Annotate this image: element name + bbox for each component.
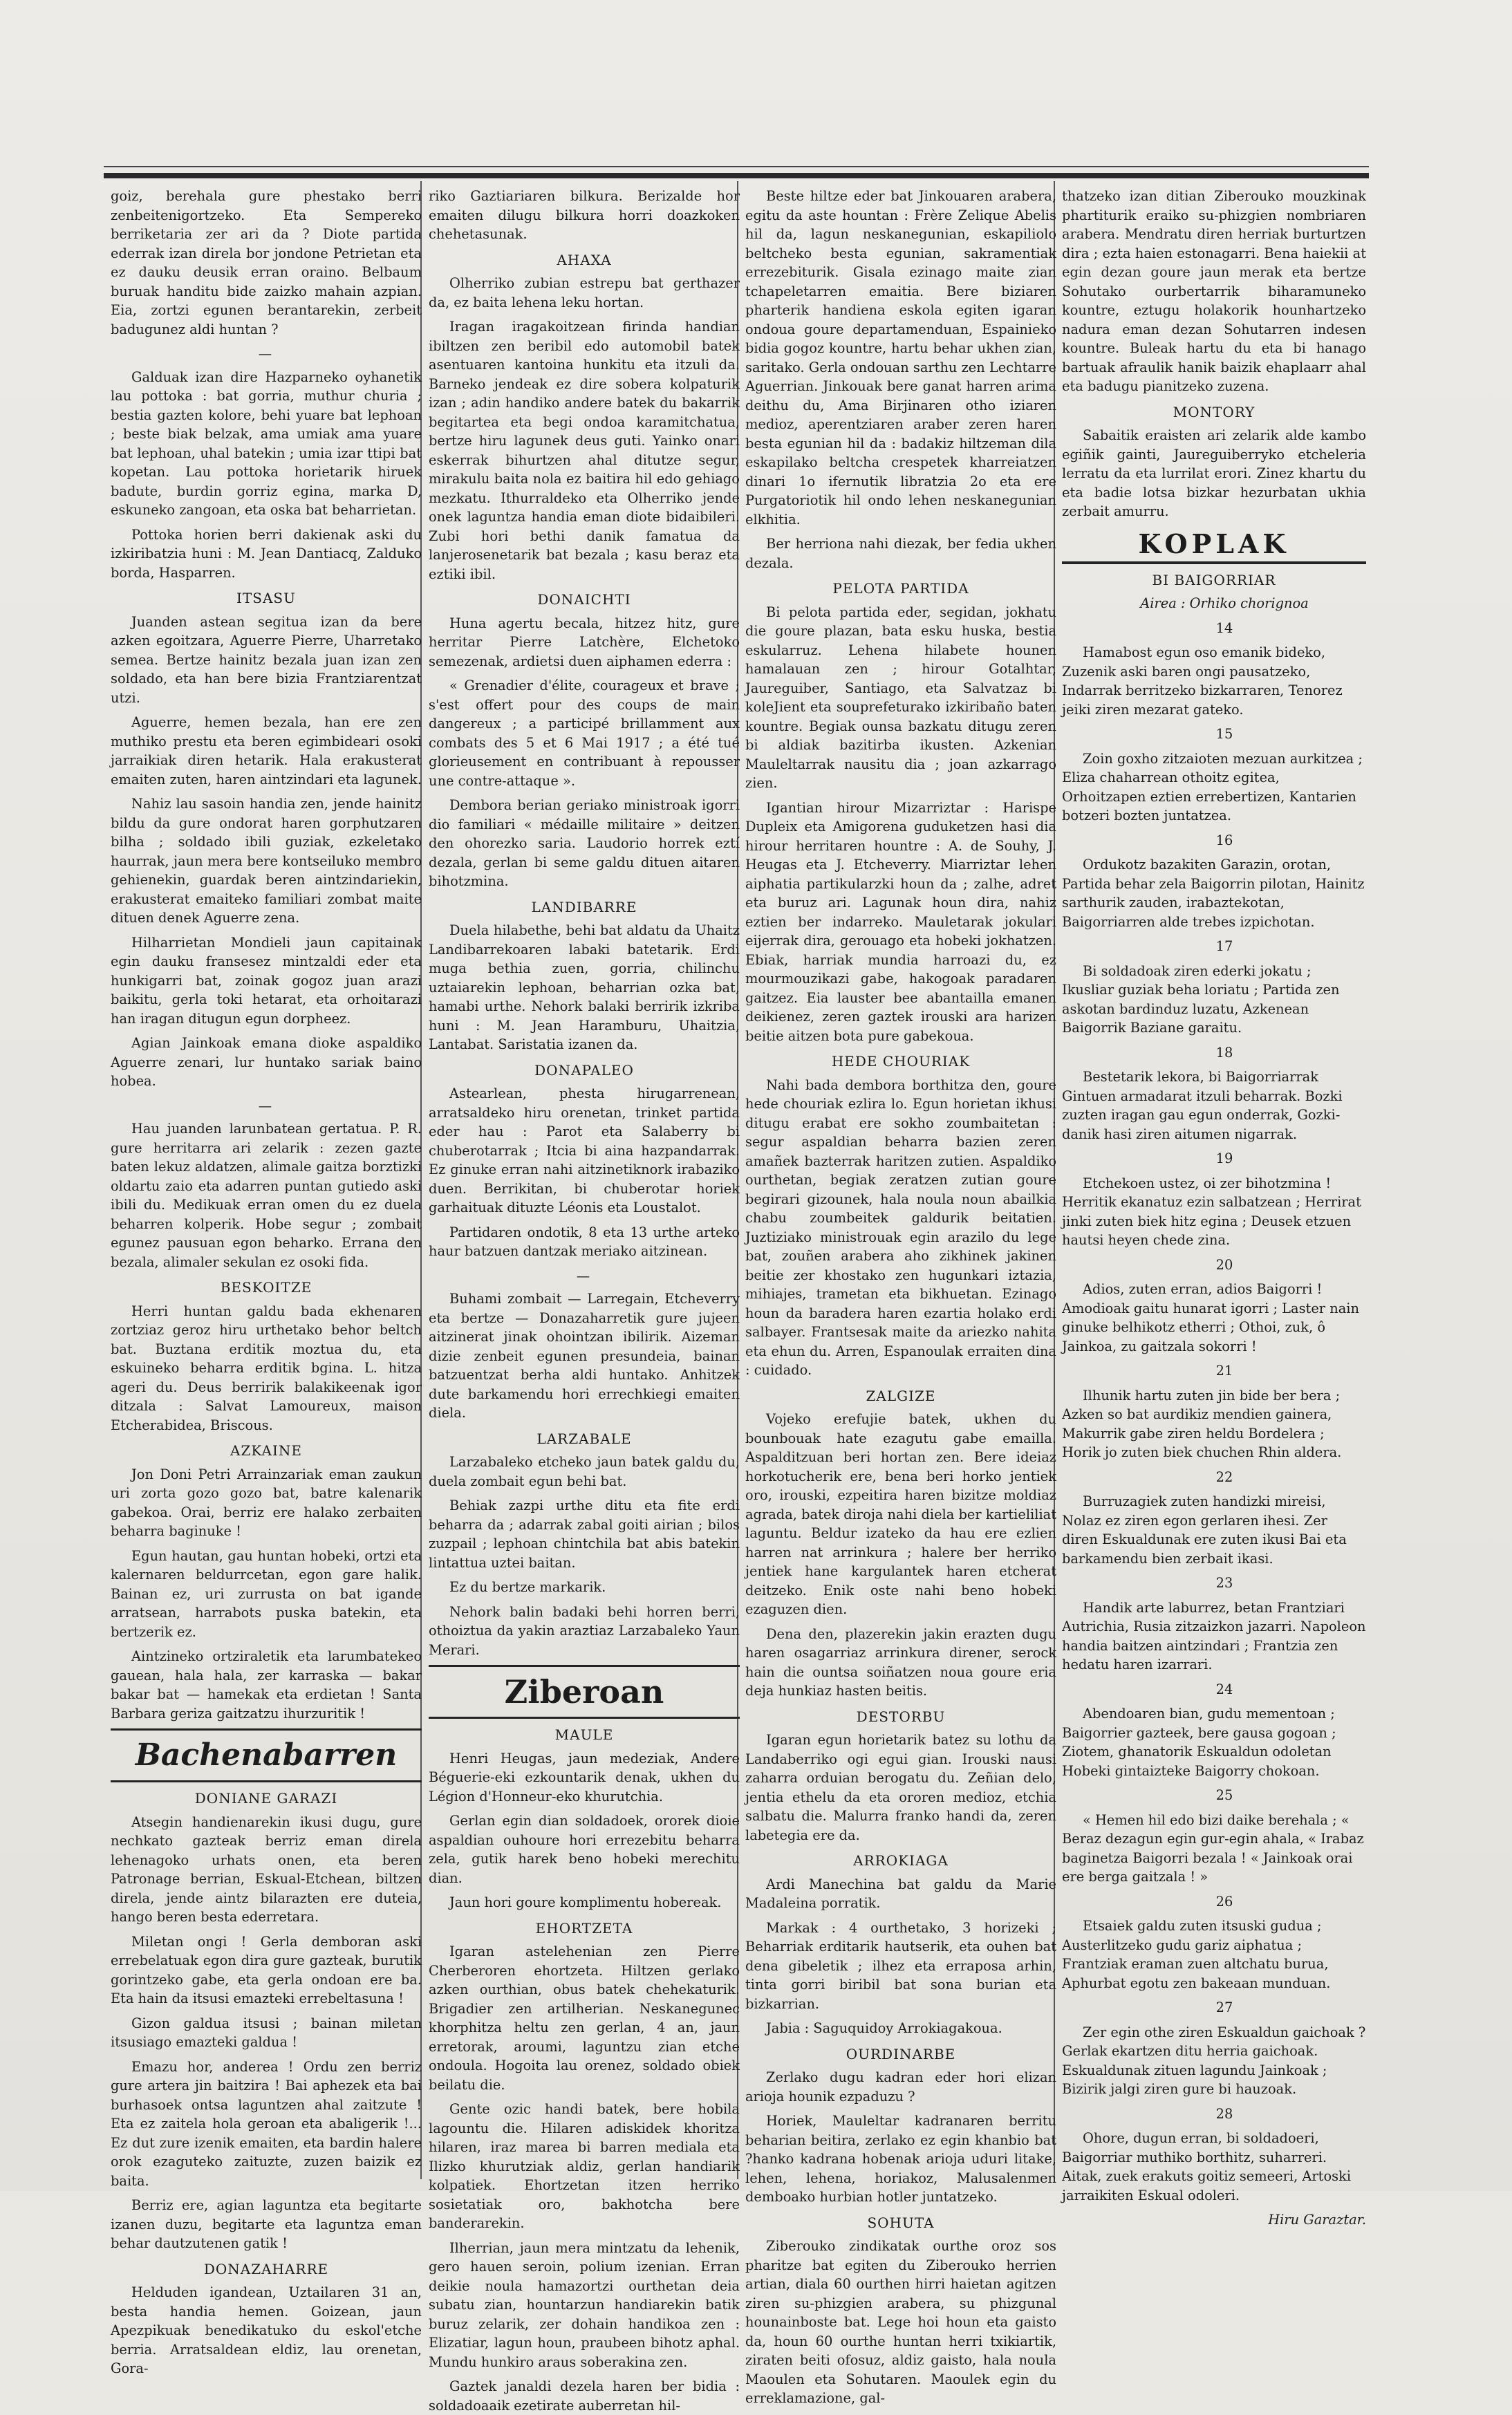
verse: Adios, zuten erran, adios Baigorri ! Amodioak gaitu hunarat igorri ; Laster nain ginuke belhikotz etherri ; Othoi, zuk, ô Jainkoa, zu gaitzala sokorri ! [1062,1281,1359,1354]
paragraph: Markak : 4 ourthetako, 3 horizeki ; Beharriak erditarik hautserik, eta ouhen bat dena gibeletik ; ilhez eta erraposa arhin, tinta gorri biribil bat sona burian eta bizkarrian. [745,1919,1056,2012]
verse-number: 21 [1215,1363,1233,1379]
paragraph: Emazu hor, anderea ! Ordu zen berriz gure artera jin baitzira ! Bai aphezek eta bai burhasoek ontsa laguntzen ahal zaitzute ! Eta ez zaitela hola geroan eta abaligerik !... Ez dut zure izenik emaiten, eta bardin halere orok ezaguteko zaituzte, zuzen baizik ez baita. [111,2058,422,2189]
paragraph: Igaran egun horietarik batez su lothu da Landaberriko ogi egui gian. Irouski nausi zaharra orduian berogatu du. Zeñian delo, jentia ethelu da eta ororen medioz, etchia salbatu die. Malurra franko handi da, zeren labetegia ere da. [745,1732,1056,1843]
verse-number: 27 [1215,1999,1233,2015]
section-heading-montory: MONTORY [1173,403,1256,420]
paragraph: Sabaitik eraisten ari zelarik alde kambo egiñik gainti, Jaureguiberryko etcheleria lerratu da eta lurrilat erori. Zinez khartu du eta badie lotsa bizkar hezurbatan ukhia zerbait amurru. [1062,427,1366,519]
verse-number: 23 [1215,1575,1233,1591]
paragraph: Igaran astelehenian zen Pierre Cherberoren ehortzeta. Hiltzen gerlako azken ourthian, obus batek chehekaturik. Brigadier zen artilherian. Neskanegunec khorphitza heltu zen gerlan, 4 an, jaun erretorak, aroumi, laguntzu zian etche ondoula. Hogoita lau orenez, soldado obiek beilatu die. [429,1943,740,2093]
paragraph: Dembora berian geriako ministroak igorri dio familiari « médaille militaire » deitzen den ohorezko saria. Laudorio horrek eztí dezala, gerlan bi seme galdu dituen aitaren bihotzmina. [429,797,740,889]
paragraph: riko Gaztiariaren bilkura. Berizalde hor emaiten dilugu bilkura horri doazkoken chehetasunak. [429,188,740,242]
paragraph: Behiak zazpi urthe ditu eta fite erdi beharra da ; adarrak zabal goiti airian ; bilos zuzpail ; lephoan chintchila bat abis batekin lintattua uztei baitan. [429,1498,740,1571]
section-heading-donaichti: DONAICHTI [537,591,631,608]
paragraph: Henri Heugas, jaun medeziak, Andere Béguerie-eki ezkountarik denak, ukhen du Légion d'Honneur-eko khurutchia. [429,1750,740,1805]
verse: Zoin goxho zitzaioten mezuan aurkitzea ; Eliza chaharrean othoitz egitea, Orhoitzapen eztien errebertizen, Kantarien botzeri bozten juntatzea. [1062,750,1363,823]
paragraph: Egun hautan, gau huntan hobeki, ortzi eta kalernaren beldurrcetan, egon gare halik. Bainan ez, uri zurrusta on bat igande arratsean, harrabots puska batekin, eta bertzerik ez. [111,1547,422,1640]
verse-number: 22 [1215,1468,1233,1485]
section-heading-ahaxa: AHAXA [557,251,612,268]
verse-number: 26 [1215,1893,1233,1910]
verse: Zer egin othe ziren Eskualdun gaichoak ? Gerlak ekartzen ditu herria gaichoak. Eskualdunak zituen lagundu Jainkoak ; Bizirik jalgi ziren gure bi hauzoak. [1062,2024,1366,2097]
paragraph: Igantian hirour Mizarriztar : Harispe Dupleix eta Amigorena guduketzen hasi dia hirour herritaren hountre : A. de Souhy, J. Heugas eta J. Etcheverry. Miarriztar lehen aiphatia partikularzki houn da ; zalhe, adret eta buruz ari. Lagunak houn dira, nahiz eztien ber indarreko. Mauletarak jokulari eijerrak dira, gerouago eta hobeki jokhatzen. Ebiak, harriak mundia harroazi du, ez mourmouzikazi gabe, hakogoak paradaren gaitzez. Eia lauster bee abantailla emanen deikienez, zeren gaztek irouski ara harizen beitie aitzen bota pure gabekoua. [745,799,1056,1044]
section-heading-beskoitze: BESKOITZE [220,1279,312,1296]
section-heading-itsasu: ITSASU [236,590,296,606]
section-heading-arrokiaga: ARROKIAGA [853,1852,949,1869]
verse: Abendoaren bian, gudu mementoan ; Baigorrier gazteek, bere gausa gogoan ; Ziotem, ghanatorik Eskualdun odoletan Hobeki gintaizteke Baigorry chokoan. [1062,1706,1336,1779]
verse-number: 19 [1215,1150,1233,1166]
paragraph: Gente ozic handi batek, bere hobila lagountu die. Hilaren adiskidek khoritza hilaren, iraz marea bi barren mediala eta Ilizko khurutziak aldiz, gerlan handiarik kolpatiek. Ehortzetan itzen herriko sosietatiak oro, bakhotcha bere banderarekin. [429,2101,740,2231]
paragraph: Hilharrietan Mondieli jaun capitainak egin dauku fransesez mintzaldi eder eta hunkigarri bat, zoinak gogoz juan arazi baikitu, gerla toki hetarat, eta orhoitarazi han iragan ditugun egun dorpheez. [111,934,422,1027]
paragraph: Ber herriona nahi diezak, ber fedia ukhen dezala. [745,536,1056,571]
verse: Handik arte laburrez, betan Frantziari Autrichia, Rusia zitzaizkon jazarri. Napoleon handia baitzen aintzindari ; Frantzia zen hedatu haren izarrari. [1062,1599,1366,1672]
paragraph: Jabia : Saguquidoy Arrokiagakoua. [766,2020,1002,2036]
paragraph: Nahiz lau sasoin handia zen, jende hainitz bildu da gure ondorat haren gorphutzaren bilha ; soldado ibili guziak, ezkeletako haurrak, jaun mera bere kontseiluko membro gehienekin, guardak beren aintzindariekin, erakusterat emaiteko familiari zombat maite dituen denek Aguerre zena. [111,796,422,926]
koplak-title: KOPLAK [1062,527,1366,564]
section-heading-ourdinarbe: OURDINARBE [846,2045,956,2062]
paragraph: Ilherrian, jaun mera mintzatu da lehenik, gero hauen seroin, polium izenian. Erran deikie noula hamazortzi ourthetan deia subatu zian, hountarzun handiarekin batik buruz zelarik, zer dohain handikoa zen : Elizatiar, lagun houn, praubeen bihotz aphal. Mundu hunkiro araus soberakina zen. [429,2239,740,2370]
paragraph: Gerlan egin dian soldadoek, ororek dioie aspaldian ouhoure hori errezebitu beharra zela, gutik harek beno hobeki merechitu dian. [429,1813,740,1886]
paragraph: Huna agertu becala, hitzez hitz, gure herritar Pierre Latchère, Elchetoko semezenak, ardietsi duen aiphamen ederra : [429,615,740,669]
verse-number: 25 [1215,1787,1233,1803]
paragraph: Herri huntan galdu bada ekhenaren zortziaz geroz hiru urthetako behor beltch bat. Buztana erditik moztua du, eta eskuineko beharra erditik bgina. L. hitza ageri du. Deus berririk balakikeenak igor ditzala : Salvat Lamoureux, maison Etcherabidea, Briscous. [111,1303,422,1433]
section-heading-larzabale: LARZABALE [536,1430,632,1447]
paragraph: goiz, berehala gure phestako berri zenbeitenigortzeko. Eta Sempereko berriketaria zer ari da ? Diote partida ederrak izan direla bor jondone Petrietan eta ez dauku deusik erran oraino. Belbaum buruak handitu bide zaizko mahain azpian. Eia, zortzi egunen berantarekin, zerbeit badugunez aldi huntan ? [111,188,422,337]
paragraph: Jon Doni Petri Arrainzariak eman zaukun uri zorta gozo gozo bat, batre kalenarik gabekoa. Orai, berriz ere halako zerbaiten beharra baginuke ! [111,1466,422,1539]
section-heading-donapaleo: DONAPALEO [534,1061,634,1079]
paragraph: Buhami zombait — Larregain, Etcheverry eta bertze — Donazaharretik gure jujeen aitzinerat jinak ohointzan ibilirik. Aizeman dizie zenbeit egunen presundeia, bainan batzuentzat berha aldi huntako. Anhitzek dute barkamendu hori errechkiegi emaiten diela. [429,1291,740,1421]
paragraph: Gaztek janaldi dezela haren ber bidia : soldadoaaik ezetirate auberretan hil- [429,2378,740,2414]
verse-number: 16 [1215,832,1233,848]
verse-number: 20 [1215,1256,1233,1273]
paragraph: Miletan ongi ! Gerla demboran aski errebelatuak egon dira gure gazteak, burutik gorintzeko gabe, eta gerla ondoan ere ba. Eta hain da itsusi emazteki errebeltasuna ! [111,1933,422,2006]
verse: Etsaiek galdu zuten itsuski gudua ; Austerlitzeko gudu gariz aiphatua ; Frantziak eraman zuen altchatu burua, Aphurbat egotu zen bakeaan munduan. [1062,1918,1331,1991]
column-4 [1062,187,1366,2228]
verse-number: 24 [1215,1681,1233,1697]
verse: Ordukotz bazakiten Garazin, orotan, Partida behar zela Baigorrin pilotan, Hainitz sarthurik zauden, irabaztekotan, Baigorriarren alde trebes izpichotan. [1062,857,1365,930]
section-heading-destorbu: DESTORBU [856,1708,946,1725]
paragraph: Astearlean, phesta hirugarrenean, arratsaldeko hiru orenetan, trinket partida eder hau : Parot eta Salaberry bi chuberotarrak ; Itcia bi aina hazpandarrak. Ez ginuke erran nahi aitzinetiknork irabaziko duen. Berrikitan, bi chuberotar horiek garhaituak dituzte Léonis eta Loustalot. [429,1085,740,1215]
section-heading-hede-chouriak: HEDE CHOURIAK [831,1053,971,1070]
paragraph: Ziberouko zindikatak ourthe oroz sos pharitze bat egiten du Ziberouko herrien artian, diala 60 ourthen hirri haietan agitzen ziren su-phizgien arabera, su phizgunal hounainboste bat. Lege hoi houn eta gaisto da, houn 60 ourthe huntan herri txikiartik, ziraten beiti ofosuz, aldiz gaisto, hala noula Maoulen eta Sohutaren. Maoulek egin du erreklamazione, gal- [745,2238,1056,2406]
paragraph: Duela hilabethe, behi bat aldatu da Uhaitz Landibarrekoaren labaki batetarik. Erdi muga bethia zuen, gorria, chilinchu uztaiarekin lephoan, beharrian ozka bat, hamabi urthe. Nehork balaki berririk izkriba huni : M. Jean Haramburu, Uhaitzia, Lantabat. Saristatia izanen da. [429,922,740,1052]
top-thin-rule [104,166,1369,167]
paragraph: Nehork balin badaki behi horren berri, othoiztua da yakin araztiaz Larzabaleko Yaun Merari. [429,1603,740,1658]
paragraph: « Grenadier d'élite, courageux et brave ; s'est offert pour des coups de main dangereux ; a participé brillamment aux combats des 5 et 6 Mai 1917 ; a été tué glorieusement en contribuant à repousser une contre-attaque ». [429,678,740,789]
paragraph: Helduden igandean, Uztailaren 31 an, besta handia hemen. Goizean, jaun Apezpikuak benedikatuko du eskol'etche berria. Arratsaldean eldiz, lau orenetan, Gora- [111,2284,422,2376]
paragraph: Gizon galdua itsusi ; bainan miletan itsusiago emazteki galdua ! [111,2015,422,2050]
verse: Ilhunik hartu zuten jin bide ber bera ; Azken so bat aurdikiz mendien gainera, Makurrik gabe ziren heldu Bordelera ; Horik jo zuten biek chuchen Rhin aldera. [1062,1387,1342,1460]
divider: — [258,1097,274,1114]
paragraph: Dena den, plazerekin jakin erazten dugu haren osagarriaz arrinkura direner, serock hain die ountsa soiñatzen noua goure eria deja hunkiaz hasten beitis. [745,1625,1056,1699]
paragraph: Agian Jainkoak emana dioke aspaldiko Aguerre zenari, lur huntako sariak baino hobea. [111,1035,422,1089]
paragraph: Pottoka horien berri dakienak aski du izkiribatzia huni : M. Jean Dantiacq, Zalduko borda, Hasparren. [111,526,422,581]
paragraph: Aintzineko ortziraletik eta larumbatekeo gauean, hala hala, zer karraska — bakar bakar bat — hamekak eta erdietan ! Santa Barbara geriza gaitzatzu ihurzuritik ! [111,1648,422,1722]
verse: Bi soldadoak ziren ederki jokatu ; Ikusliar guziak beha loriatu ; Partida zen askotan bardinduz luzatu, Azkenean Baigorrik Baziane garaitu. [1062,962,1340,1036]
paragraph: Iragan iragakoitzean firinda handian ibiltzen zen beribil edo automobil batek asentuaren kantoina hunkitu eta itzuli da. Barneko jendeak ez dire sobera kolpaturik izan ; adin handiko andere batek du bakarrik begitartea eta begi ondoa karamitchatua, bertze hiru lagunek deus guti. Yainko onari eskerrak bihurtzen ahal ditutze segur, mirakulu baita nola ez baitira hil edo gehiago mezkatu. Ithurraldeko eta Olherriko jende onek laguntza handia eman diote bidaibileri. Zubi hori bethi danik famatua da lanjerosenetarik bat bezala ; kasu beraz eta eztiki ibil. [429,319,740,582]
section-heading-zalgize: ZALGIZE [866,1387,936,1404]
section-heading-donazaharre: DONAZAHARRE [203,2260,329,2277]
divider: — [258,346,274,362]
column-1 [111,187,422,2376]
verse-number: 17 [1215,938,1233,954]
koplak-air: Airea : Orhiko chorignoa [1140,595,1309,611]
paragraph: Olherriko zubian estrepu bat gerthazer da, ez baita lehena leku hortan. [429,275,740,310]
verse-number: 14 [1215,619,1233,636]
paragraph: Vojeko erefujie batek, ukhen du bounbouak hate ezagutu gabe emailla. Aspalditzuan beri hortan zen. Bere ideiaz horkotucherik ere, bena beri horko jentiek oro, irouski, ezpeitira haren bizitze moldiaz agrada, batek diroja nahi diela ber kartieliliat laguntu. Beldur izateko da hau ere ezlien harren nat arrinkura ; halere ber herriko jentiek hane kargulantek haren etcherat deitzeko. Enik oste nahi beno hobeki ezaguzen dien. [745,1411,1056,1617]
verse: Ohore, dugun erran, bi soldadoeri, Baigorriar muthiko borthitz, suharreri. Aitak, zuek erakuts goitiz semeeri, Artoski jarraikiten Eskual odoleri. [1062,2130,1352,2203]
verse: Hamabost egun oso emanik bideko, Zuzenik aski baren ongi pausatzeko, Indarrak berritzeko bizkarraren, Tenorez jeiki ziren mezarat gateko. [1062,644,1343,718]
paragraph: Juanden astean segitua izan da bere azken egoitzara, Aguerre Pierre, Uharretako semea. Bertze hainitz bezala juan izan zen soldado, eta han bere bizia Frantziarentzat utzi. [111,613,422,706]
paragraph: thatzeko izan ditian Ziberouko mouzkinak phartiturik eraiko su-phizgien nombriaren arabera. Mendratu diren herriak burturtzen dira ; ezta haien estonagarri. Bena haiekii at egin dezan goure jaun merak eta bertze Sohutako ourbertarrik biharamuneko kountre, eztugu holakorik hounhartzeko nadura eman dezan Sohutarren indesen kountre. Buleak hartu du eta bi hanago bartuak afraulik hanik baizik ehaplaarr ahal eta badugu pianitzeko zuzena. [1062,188,1366,394]
paragraph: Jaun hori goure komplimentu hobereak. [449,1894,722,1910]
verse-number: 15 [1215,726,1233,742]
paragraph: Aguerre, hemen bezala, han ere zen muthiko prestu eta beren egimbideari osoki jarraikiak diren hetarik. Hala erakusterat emaiten zuten, haren aintzindari eta lagunek. [111,714,422,787]
region-banner-bachenabarren: Bachenabarren [111,1728,422,1782]
paragraph: Horiek, Mauleltar kadranaren berritu beharian beitira, zerlako ez egin khanbio bat ?hanko kadrana hobenak arioja uduri litake, lehen, lehena, horiakoz, Malusalenmen demboako hurbian hotler juntatzeko. [745,2113,1056,2205]
section-heading-maule: MAULE [554,1726,614,1743]
paragraph: Larzabaleko etcheko jaun batek galdu du, duela zombait egun behi bat. [429,1454,740,1489]
verse: Bestetarik lekora, bi Baigorriarrak Gintuen armadarat itzuli beharrak. Bozki zuzten iragan gau egun onderrak, Gozki-danik hasi ziren aitumen nigarrak. [1062,1069,1343,1142]
paragraph: Galduak izan dire Hazparneko oyhanetik lau pottoka : bat gorria, muthur churia ; bestia gazten kolore, behi yuare bat lephoan ; beste biak belzak, ama umiak ama yuare bat lephoan, uhal batekin ; umia izar ttipi bat kopetan. Lau pottoka horietarik hiruek badute, burdin gorriz egina, marka D, eskuneko zangoan, eta oska bat beharrietan. [111,369,422,518]
column-2 [429,187,740,2414]
koplak-subtitle: BI BAIGORRIAR [1152,571,1276,588]
column-3 [745,187,1056,2406]
divider: — [576,1267,592,1284]
verse-number: 18 [1215,1044,1233,1061]
section-heading-landibarre: LANDIBARRE [531,898,637,915]
paragraph: Ardi Manechina bat galdu da Marie Madaleina porratik. [745,1876,1056,1911]
section-heading-doniane-garazi: DONIANE GARAZI [194,1790,338,1807]
paragraph: Atsegin handienarekin ikusi dugu, gure nechkato gazteak berriz eman direla lehenagoko urhats onen, eta beren Patronage berrian, Eskual-Etchean, biltzen direla, jende aintz bilarazten ere duteia, hango beren besta ederretara. [111,1813,422,1925]
paragraph: Partidaren ondotik, 8 eta 13 urthe arteko haur batzuen dantzak meriako aitzinean. [429,1224,740,1259]
verse: Etchekoen ustez, oi zer bihotzmina ! Herritik ekanatuz ezin salbatzean ; Herrirat jinki zuten biek hitz egina ; Deusek etzuen hautsi heyen chede zina. [1062,1175,1361,1248]
paragraph: Nahi bada dembora borthitza den, goure hede chouriak ezlira lo. Egun horietan ikhusi ditugu erabat ere sokho zoumbaitetan : segur aspaldian beharra bazien zeren amañek bazterrak haritzen zutien. Aspaldiko ourthetan, begiak zeratzen zutian goure begirari gizounek, hala noula noun abailkia chabu zoumbeitek galdurik beitatien. Juztiziako ministrouak egin arazilo du lege bat, zouñen arabera aho zikhinek jakinen beitie zer khostako zen hugunkari iztazia, mihiajes, trametan eta bikhuetan. Ezinago houn da baradera haren ezartia holako erdi salbayer. Frantsesak maite da ariezko nahita eta ehun du. Arren, Espanoulak erraiten dina : cuidado. [745,1076,1056,1378]
top-rule [104,173,1369,178]
paragraph: Hau juanden larunbatean gertatua. P. R. gure herritarra ari zelarik : zezen gazte baten lekuz aldatzen, alimale gaitza borztizki oldartu zaio eta adarren puntan gutiedo aski ibili du. Medikuak erran omen du ez duela beharren kolperik. Hobe segur ; zombait egunez pausuan egon beharko. Errana den bezala, alimaler sekulan ez osoki fida. [111,1121,422,1270]
paragraph: Berriz ere, agian laguntza eta begitarte izanen duzu, begitarte eta laguntza eman behar dautzutenen gatik ! [111,2197,422,2251]
signature: Hiru Garaztar. [1268,2212,1366,2228]
section-heading-sohuta: SOHUTA [867,2214,935,2231]
paragraph: Bi pelota partida eder, segidan, jokhatu die goure plazan, bata esku huska, bestia eskularruz. Lehena hilabete hounen hamalauan zen ; hirour Gotalhtar, Jaureguiber, Santiago, eta Salvatzaz bi koleJient eta souprefeturako izkiribaño baten kountre. Begiak ounsa bazkatu ditugu zeren bi aldiak bazitirba ikusten. Azkenian Mauleltarrak nausitu dia ; joan azkarrago zien. [745,604,1056,791]
verse: « Hemen hil edo bizi daike berehala ; « Beraz dezagun egin gur-egin ahala, « Irabaz baginetza Baigorri bezala ! « Jainkoak orai ere berga gaitzala ! » [1062,1811,1364,1885]
verse: Burruzagiek zuten handizki mireisi, Nolaz ez ziren egon gerlaren ihesi. Zer diren Eskualdunak ere zuten ikusi Bai eta barkamendu bien zerbait ikasi. [1062,1493,1347,1567]
paragraph: Zerlako dugu kadran eder hori elizan arioja hounik ezpaduzu ? [745,2069,1056,2105]
paragraph: Beste hiltze eder bat Jinkouaren arabera, egitu da aste hountan : Frère Zelique Abelis hil da, lagun neskanegunian, eskapiliolo beltcheko besta egunian, sakramentiak errezebiturik. Gisala ezinago maite zian tchapeletarren emaitia. Bere biziaren pharterik handiena eskola egiten igaran ondoua goure departamenduan, Espainieko bidia gogoz kountre, hartu behar ukhen zian, saritako. Gerla ondouan sarthu zen Lechtarre Aguerrian. Jinkouak bere ganat harren arima deithu du, Ama Birjinaren otho iziaren medioz, aperentziaren araber zeren haren besta egunian hil da : badakiz hiltzeman dila eskapilako beltcha crespetek kharreiatzen dinari 1o ifernutik libratzia 2o eta ere Purgatoriotik hil ondo lehen neskanegunian elkhitia. [745,188,1056,528]
region-banner-ziberoan: Ziberoan [429,1665,740,1719]
section-heading-ehortzeta: EHORTZETA [535,1919,633,1937]
verse-number: 28 [1215,2105,1233,2122]
section-heading-azkaine: AZKAINE [230,1442,302,1459]
section-heading-pelota-partida: PELOTA PARTIDA [832,580,969,597]
paragraph: Ez du bertze markarik. [449,1579,606,1595]
